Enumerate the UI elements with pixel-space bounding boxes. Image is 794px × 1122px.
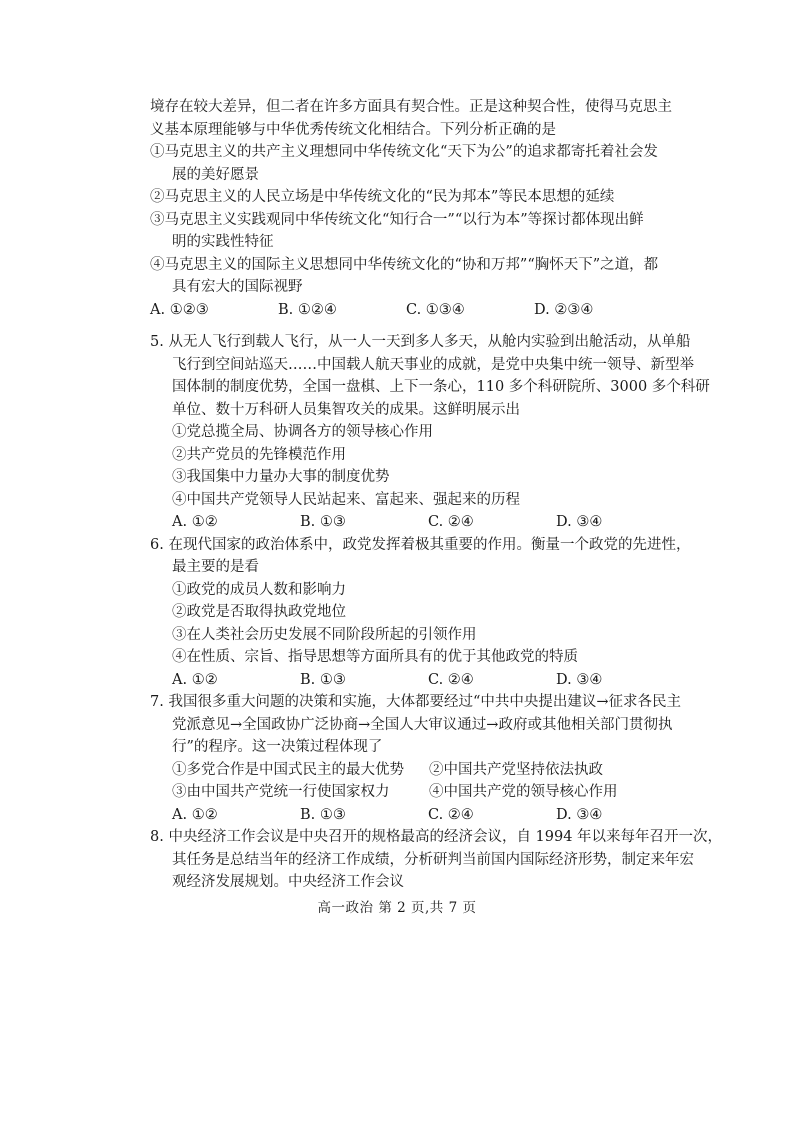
q4-choice-c: C. ①③④ bbox=[406, 301, 465, 318]
q5-option-2: ②共产党员的先锋模范作用 bbox=[172, 446, 346, 463]
question-4-continued bbox=[150, 96, 672, 321]
q8-stem-line-3: 观经济发展规划。中央经济工作会议 bbox=[172, 874, 404, 890]
q4-stem-line-1: 境存在较大差异，但二者在许多方面具有契合性。正是这种契合性，使得马克思主 bbox=[150, 99, 672, 115]
q5-choice-c: C. ②④ bbox=[428, 514, 474, 530]
q7-option-3: ③由中国共产党统一行使国家权力 bbox=[172, 784, 390, 800]
q5-option-4: ④中国共产党领导人民站起来、富起来、强起来的历程 bbox=[172, 491, 520, 508]
q6-choice-d: D. ③④ bbox=[556, 671, 603, 688]
q4-choice-b: B. ①②④ bbox=[278, 301, 337, 318]
q4-option-1: ①马克思主义的共产主义理想同中华传统文化“天下为公”的追求都寄托着社会发 bbox=[150, 144, 658, 160]
q5-stem-line-3: 国体制的制度优势，全国一盘棋、上下一条心，110 多个科研院所、3000 多个科研 bbox=[172, 379, 710, 395]
q6-choices bbox=[150, 669, 664, 692]
q5-choice-a: A. ①② bbox=[172, 514, 218, 530]
q6-choice-a: A. ①② bbox=[172, 671, 218, 688]
q6-option-4: ④在性质、宗旨、指导思想等方面所具有的优于其他政党的特质 bbox=[172, 649, 578, 665]
q7-stem-line-3: 行”的程序。这一决策过程体现了 bbox=[172, 739, 383, 755]
q6-stem-line-2: 最主要的是看 bbox=[172, 559, 259, 575]
q5-choices bbox=[150, 511, 664, 534]
q7-stem-line-2: 党派意见→全国政协广泛协商→全国人大审议通过→政府或其他相关部门贯彻执 bbox=[172, 716, 673, 733]
q7-options-row-2 bbox=[150, 781, 664, 804]
q7-choices bbox=[150, 804, 664, 827]
q7-options-row-1 bbox=[150, 759, 664, 782]
q5-stem-line-4: 单位、数十万科研人员集智攻关的成果。这鲜明展示出 bbox=[172, 401, 520, 418]
q4-option-2: ②马克思主义的人民立场是中华传统文化的“民为邦本”等民本思想的延续 bbox=[150, 189, 615, 205]
q4-choice-a: A. ①②③ bbox=[150, 301, 209, 318]
question-7 bbox=[150, 691, 682, 826]
q6-option-1: ①政党的成员人数和影响力 bbox=[172, 581, 346, 598]
q7-choice-c: C. ②④ bbox=[428, 806, 474, 823]
q5-stem-line-1: 5. 从无人飞行到载人飞行，从一人一天到多人多天，从舱内实验到出舱活动，从单船 bbox=[150, 334, 691, 350]
q6-choice-b: B. ①③ bbox=[300, 671, 346, 688]
q4-option-3-cont: 明的实践性特征 bbox=[172, 234, 274, 250]
q4-choice-d: D. ②③④ bbox=[534, 301, 594, 318]
q6-option-2: ②政党是否取得执政党地位 bbox=[172, 604, 346, 620]
q7-choice-d: D. ③④ bbox=[556, 806, 603, 823]
question-8 bbox=[150, 826, 723, 894]
q7-choice-b: B. ①③ bbox=[300, 806, 346, 823]
q7-stem-line-1: 7. 我国很多重大问题的决策和实施，大体都要经过“中共中央提出建议→征求各民主 bbox=[150, 694, 682, 710]
q4-option-4-cont: 具有宏大的国际视野 bbox=[172, 279, 303, 295]
q8-stem-line-2: 其任务是总结当年的经济工作成绩，分析研判当前国内国际经济形势，制定来年宏 bbox=[172, 851, 694, 868]
page-footer: 高一政治 第 2 页,共 7 页 bbox=[317, 900, 477, 916]
q7-choice-a: A. ①② bbox=[172, 806, 218, 823]
question-5 bbox=[150, 331, 710, 534]
question-6 bbox=[150, 534, 691, 692]
q6-choice-c: C. ②④ bbox=[428, 671, 474, 688]
q4-option-3: ③马克思主义实践观同中华传统文化“知行合一”“以行为本”等探讨都体现出鲜 bbox=[150, 211, 644, 228]
q5-option-3: ③我国集中力量办大事的制度优势 bbox=[172, 469, 390, 485]
q6-option-3: ③在人类社会历史发展不同阶段所起的引领作用 bbox=[172, 626, 477, 643]
q5-option-1: ①党总揽全局、协调各方的领导核心作用 bbox=[172, 424, 433, 440]
q6-stem-line-1: 6. 在现代国家的政治体系中，政党发挥着极其重要的作用。衡量一个政党的先进性， bbox=[150, 536, 691, 553]
q5-choice-d: D. ③④ bbox=[556, 514, 603, 530]
q7-option-2: ②中国共产党坚持依法执政 bbox=[429, 761, 603, 778]
q4-stem-line-2: 义基本原理能够与中华优秀传统文化相结合。下列分析正确的是 bbox=[150, 121, 556, 138]
q4-option-4: ④马克思主义的国际主义思想同中华传统文化的“协和万邦”“胸怀天下”之道，都 bbox=[150, 256, 659, 273]
q5-choice-b: B. ①③ bbox=[300, 514, 346, 530]
q5-stem-line-2: 飞行到空间站巡天……中国载人航天事业的成就，是党中央集中统一领导、新型举 bbox=[172, 356, 694, 373]
q4-option-1-cont: 展的美好愿景 bbox=[172, 166, 259, 183]
q7-option-4: ④中国共产党的领导核心作用 bbox=[429, 784, 618, 800]
q4-choices bbox=[150, 299, 664, 322]
q8-stem-line-1: 8. 中央经济工作会议是中央召开的规格最高的经济会议，自 1994 年以来每年召开一次， bbox=[150, 829, 723, 845]
q7-option-1: ①多党合作是中国式民主的最大优势 bbox=[172, 761, 404, 778]
